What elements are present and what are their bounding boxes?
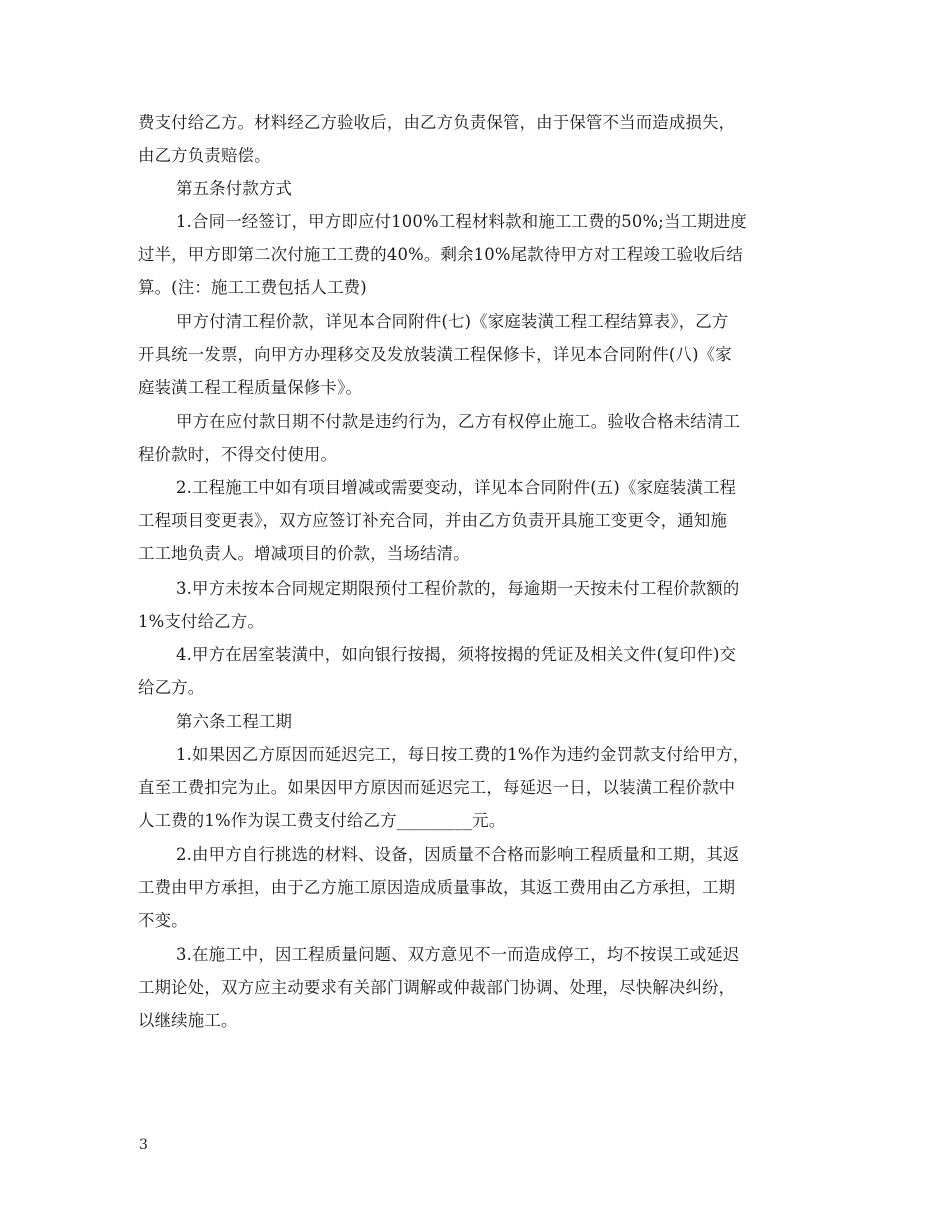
text-line: 庭装潢工程工程质量保修卡》。 xyxy=(138,378,363,397)
text-line: 以继续施工。 xyxy=(138,1011,238,1030)
text-line: 算。(注：施工工费包括人工费) xyxy=(138,278,367,297)
text-line: 甲方付清工程价款，详见本合同附件(七)《家庭装潢工程工程结算表》，乙方 xyxy=(176,312,729,331)
text-line: 给乙方。 xyxy=(138,678,205,697)
text-line: 过半，甲方即第二次付施工工费的40%。剩余10%尾款待甲方对工程竣工验收后结 xyxy=(138,245,743,264)
text-line: 人工费的1%作为误工费支付给乙方_________元。 xyxy=(138,811,506,830)
text-line: 1.合同一经签订，甲方即应付100%工程材料款和施工工费的50%;当工期进度 xyxy=(176,212,747,231)
text-line: 甲方在应付款日期不付款是违约行为，乙方有权停止施工。验收合格未结清工 xyxy=(176,412,741,431)
text-line: 3.在施工中，因工程质量问题、双方意见不一而造成停工，均不按误工或延迟 xyxy=(176,945,740,964)
text-line: 由乙方负责赔偿。 xyxy=(138,146,271,165)
section-heading: 第六条工程工期 xyxy=(176,712,293,731)
text-line: 费支付给乙方。材料经乙方验收后，由乙方负责保管，由于保管不当而造成损失， xyxy=(138,113,736,132)
text-line: 1%支付给乙方。 xyxy=(138,612,264,631)
text-line: 工期论处，双方应主动要求有关部门调解或仲裁部门协调、处理，尽快解决纠纷， xyxy=(138,978,736,997)
text-line: 不变。 xyxy=(138,911,188,930)
text-line: 3.甲方未按本合同规定期限预付工程价款的，每逾期一天按未付工程价款额的 xyxy=(176,579,740,598)
page-number: 3 xyxy=(139,1137,148,1153)
text-line: 4.甲方在居室装潢中，如向银行按揭，须将按揭的凭证及相关文件(复印件)交 xyxy=(176,645,737,664)
text-line: 工工地负责人。增减项目的价款，当场结清。 xyxy=(138,544,470,563)
text-line: 开具统一发票，向甲方办理移交及发放装潢工程保修卡，详见本合同附件(八)《家 xyxy=(138,345,732,364)
section-heading: 第五条付款方式 xyxy=(176,179,293,198)
text-line: 1.如果因乙方原因而延迟完工，每日按工费的1%作为违约金罚款支付给甲方， xyxy=(176,745,750,764)
text-line: 2.由甲方自行挑选的材料、设备，因质量不合格而影响工程质量和工期，其返 xyxy=(176,845,740,864)
text-line: 工程项目变更表》，双方应签订补充合同，并由乙方负责开具施工变更令，通知施 xyxy=(138,511,728,530)
text-line: 工费由甲方承担，由于乙方施工原因造成质量事故，其返工费用由乙方承担，工期 xyxy=(138,878,736,897)
text-line: 直至工费扣完为止。如果因甲方原因而延迟完工，每延迟一日，以装潢工程价款中 xyxy=(138,778,736,797)
text-line: 程价款时，不得交付使用。 xyxy=(138,445,338,464)
text-line: 2.工程施工中如有项目增减或需要变动，详见本合同附件(五)《家庭装潢工程 xyxy=(176,478,737,497)
